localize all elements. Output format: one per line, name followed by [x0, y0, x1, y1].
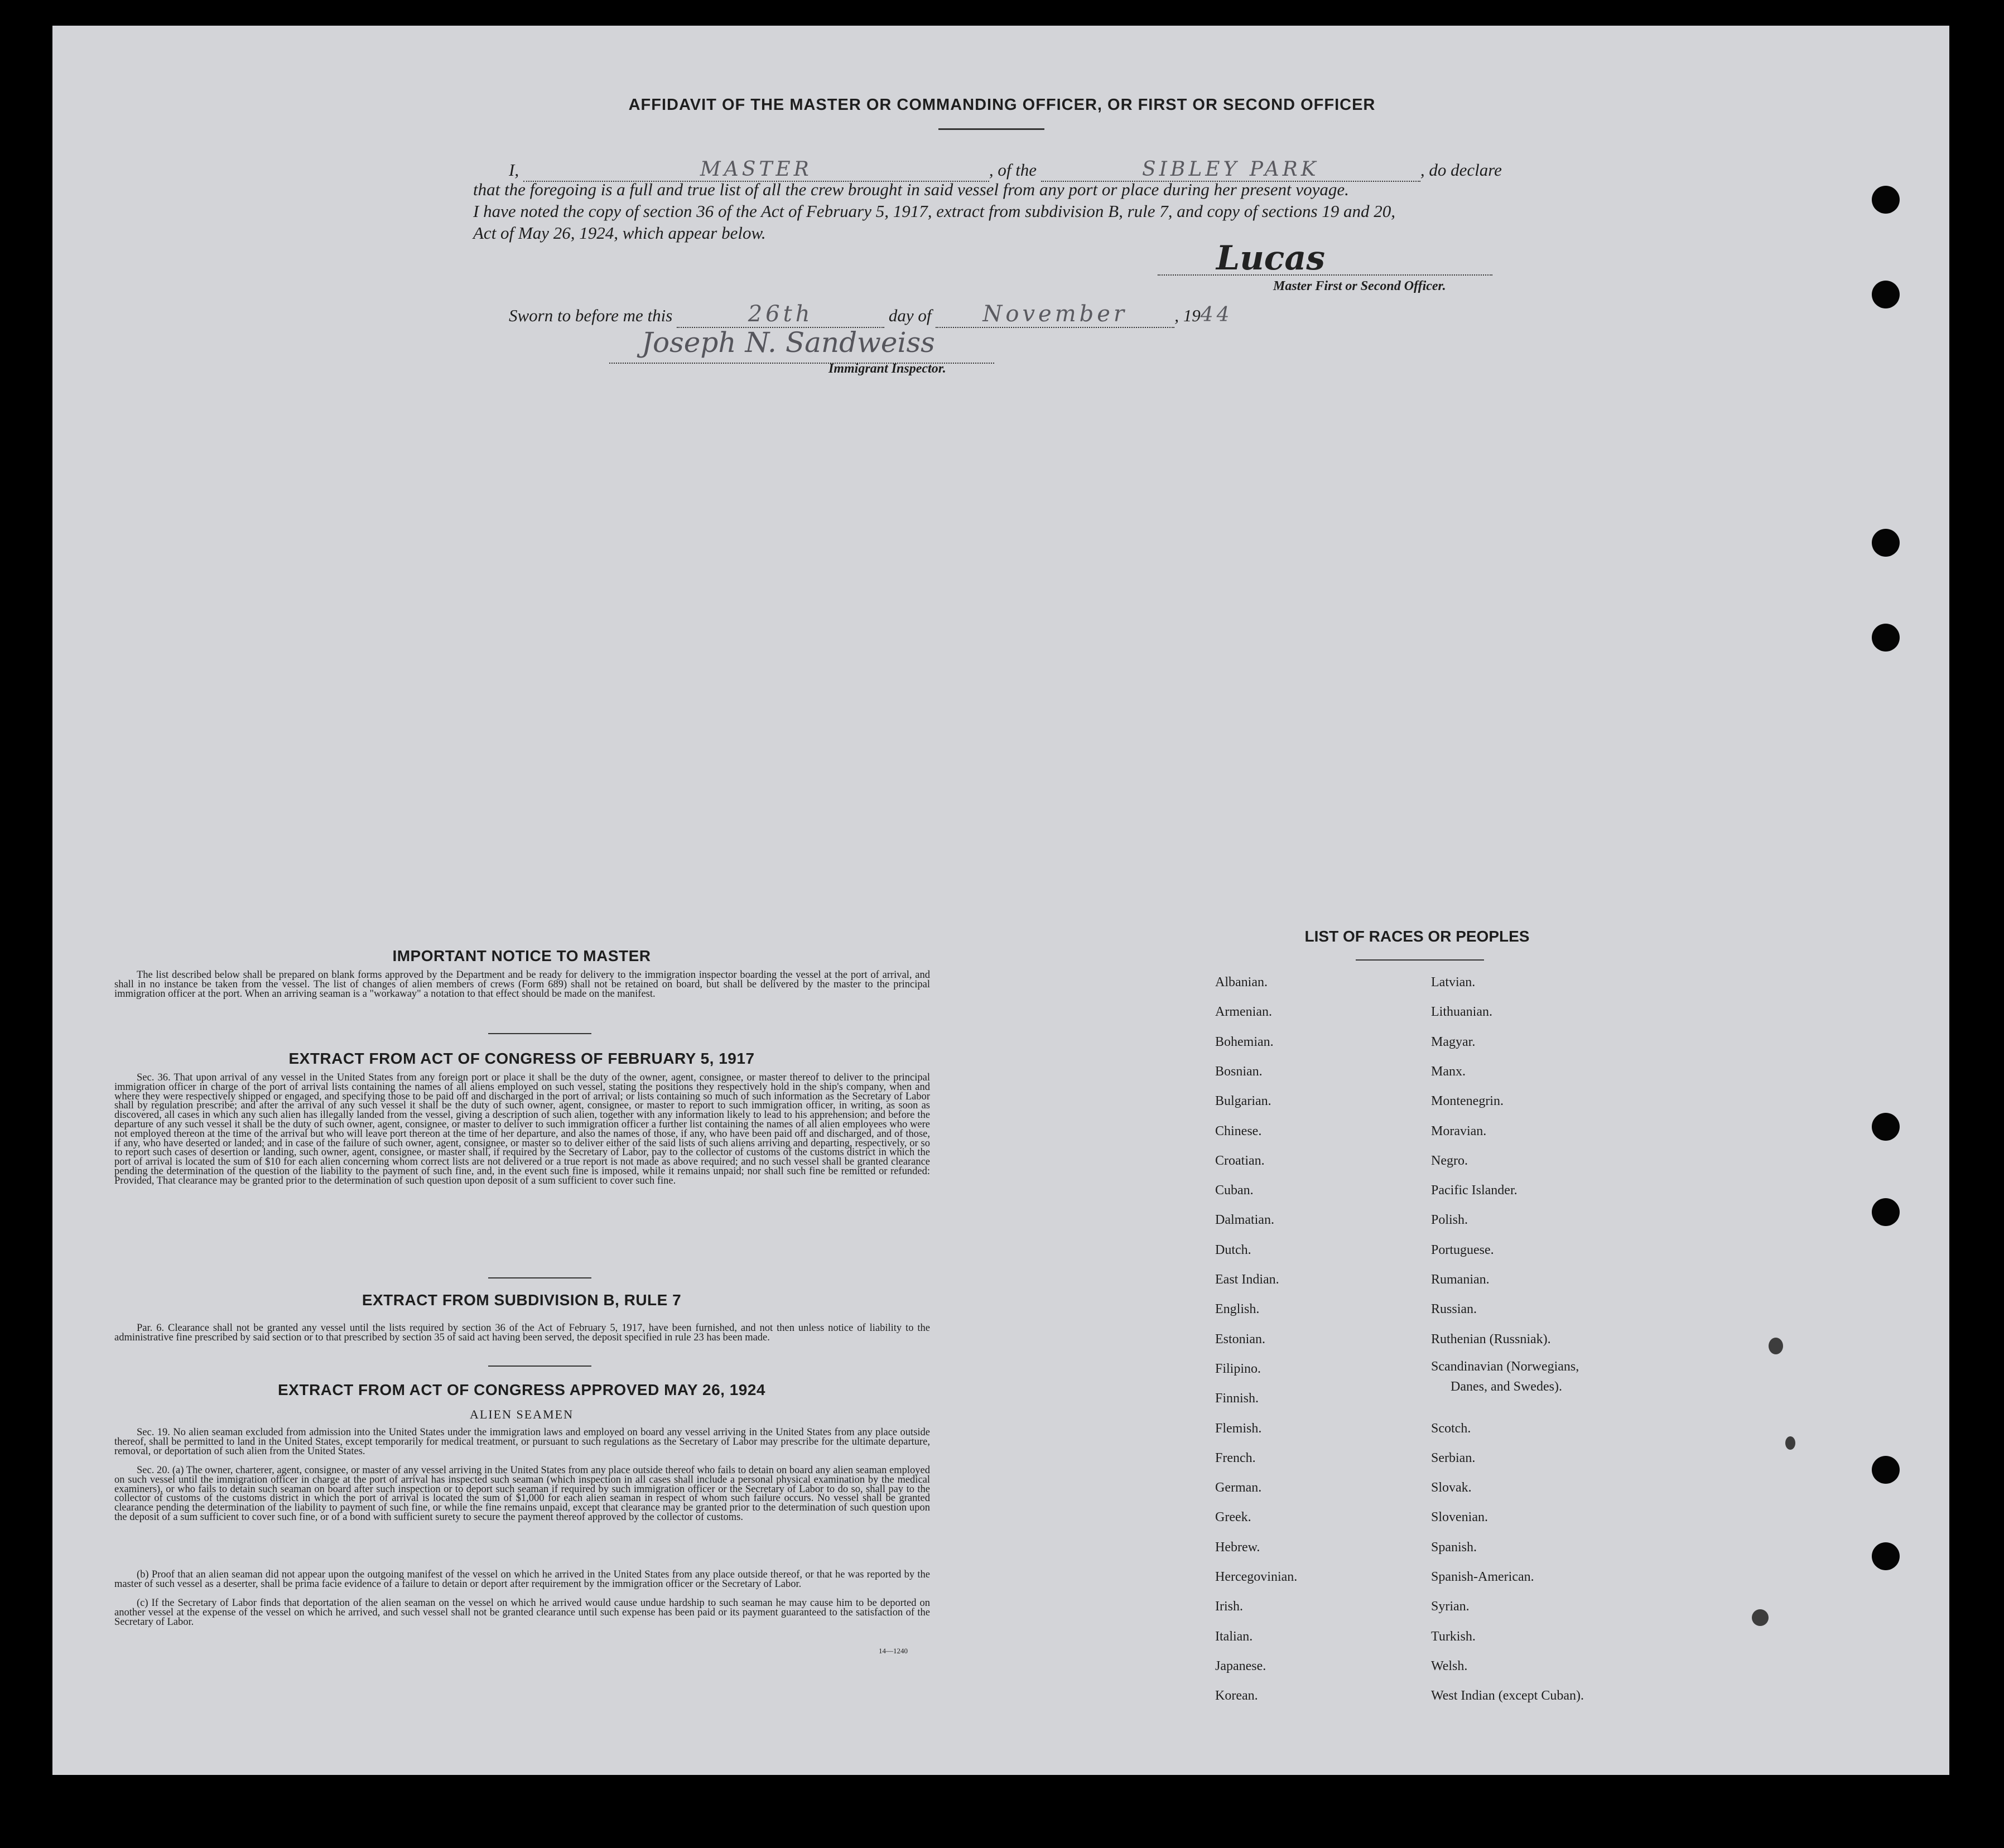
affidavit-title: AFFIDAVIT OF THE MASTER OR COMMANDING OFFICER, OR FIRST OR SECOND OFFICER [628, 96, 1376, 114]
day-of-label: day of [888, 306, 932, 325]
race-item: Rumanian. [1431, 1272, 1490, 1287]
rank-field: MASTER [523, 158, 989, 182]
affidavit-line-4: Act of May 26, 1924, which appear below. [473, 223, 766, 243]
extract-1924-subtitle: ALIEN SEAMEN [470, 1407, 574, 1421]
race-item: Serbian. [1431, 1450, 1476, 1465]
extract-1924-sec20b: (b) Proof that an alien seaman did not appear upon the outgoing manifest of the vessel on which he arrived in the United States from any place outside thereof, or that he was reported by the master of such vessel as a deserter, shall be prima facie evidence of a failure to detain or deport after requirement by the immigration officer or the Secretary of Labor. [114, 1569, 930, 1590]
race-item: Bosnian. [1215, 1064, 1263, 1079]
race-item: Chinese. [1215, 1123, 1262, 1138]
punch-hole [1872, 529, 1900, 557]
year-prefix: , 19 [1174, 306, 1201, 325]
race-item: Bohemian. [1215, 1034, 1274, 1049]
inspector-signature: Joseph N. Sandweiss [642, 326, 935, 359]
race-item: Hebrew. [1215, 1540, 1260, 1555]
race-item: Albanian. [1215, 975, 1268, 990]
race-item: Lithuanian. [1431, 1005, 1492, 1020]
race-item: Portuguese. [1431, 1242, 1494, 1257]
race-item: Moravian. [1431, 1123, 1487, 1138]
ink-stain [1769, 1338, 1783, 1354]
title-divider [938, 128, 1044, 130]
punch-hole [1872, 1113, 1900, 1141]
pronoun: I, [509, 160, 519, 180]
race-item: Italian. [1215, 1629, 1253, 1644]
vessel-field: SIBLEY PARK [1041, 158, 1420, 182]
sworn-day-field: 26th [677, 301, 884, 328]
race-item: Polish. [1431, 1213, 1468, 1228]
section-divider [488, 1366, 591, 1367]
sworn-prefix: Sworn to before me this [509, 306, 673, 325]
extract-rule7-title: EXTRACT FROM SUBDIVISION B, RULE 7 [362, 1291, 682, 1309]
race-item: West Indian (except Cuban). [1431, 1688, 1584, 1704]
notice-text: The list described below shall be prepared on blank forms approved by the Department and be ready for delivery to the immigration inspector boarding the vessel at the port of arrival, and shall in no instance be taken from the vessel. The list of changes of alien members of crews (Form 689) shall not be retained on board, but shall be delivered by the master to the principal immigration officer at the port. When an arriving seaman is a "workaway" a notation to that effect should be made on the manifest. [114, 969, 930, 1000]
race-item: Filipino. [1215, 1361, 1261, 1376]
ink-stain [1785, 1436, 1795, 1450]
section-divider [488, 1277, 591, 1278]
race-item: Estonian. [1215, 1331, 1265, 1347]
race-item: East Indian. [1215, 1272, 1279, 1287]
section-divider [488, 1033, 591, 1034]
race-item: Scotch. [1431, 1421, 1471, 1436]
race-item: Latvian. [1431, 975, 1476, 990]
extract-1924-sec20a: Sec. 20. (a) The owner, charterer, agent, consignee, or master of any vessel arriving in the United States from any place outside thereof who fails to detain on board any alien seaman employed on such vessel until the immigration officer in charge at the port of arrival has inspected such seaman (which inspection in all cases shall include a personal physical examination by the medical examiners), or who fails to detain such seaman on board after such inspection or to deport such seaman if required by such immigration officer or the Secretary of Labor to do so, shall pay to the collector of customs of the customs district in which the port of arrival is located the sum of $1,000 for each alien seaman in respect of whom such failure occurs. No vessel shall be granted clearance pending the determination of the liability to payment of such fine, or while the fine remains unpaid, except that clearance may be granted prior to the determination of such question upon the deposit of a sum sufficient to cover such fine, or of a bond with sufficient surety to secure the payment thereof approved by the collector of customs. [114, 1465, 930, 1523]
races-divider [1356, 959, 1484, 961]
sworn-line [509, 301, 1233, 328]
master-caption: Master First or Second Officer. [1273, 279, 1446, 293]
master-signature: Lucas [1216, 239, 1325, 278]
race-item: Turkish. [1431, 1629, 1476, 1644]
race-item: Armenian. [1215, 1005, 1272, 1020]
punch-hole [1872, 624, 1900, 652]
race-item: Croatian. [1215, 1153, 1265, 1168]
race-item: Greek. [1215, 1510, 1251, 1525]
race-item: Manx. [1431, 1064, 1466, 1079]
race-item: Spanish-American. [1431, 1570, 1534, 1584]
race-item: Slovak. [1431, 1480, 1472, 1495]
punch-hole [1872, 1198, 1900, 1226]
races-title: LIST OF RACES OR PEOPLES [1304, 928, 1530, 945]
race-item: German. [1215, 1480, 1262, 1495]
race-item: Syrian. [1431, 1599, 1470, 1614]
punch-hole [1872, 1542, 1900, 1570]
race-item: Flemish. [1215, 1421, 1262, 1436]
race-item: Danes, and Swedes). [1451, 1379, 1562, 1394]
race-item: Slovenian. [1431, 1510, 1488, 1525]
punch-hole [1872, 281, 1900, 308]
year-suffix: 44 [1200, 303, 1233, 326]
race-item: Montenegrin. [1431, 1094, 1504, 1109]
extract-rule7-text: Par. 6. Clearance shall not be granted any vessel until the lists required by section 36 of the Act of February 5, 1917, have been furnished, and not then unless notice of liability to the administrative fine prescribed by said section or to that prescribed by section 35 of said act having been served, the deposit specified in rule 23 has been made. [114, 1323, 930, 1343]
sworn-month-field: November [936, 301, 1174, 328]
of-the-label: , of the [989, 160, 1037, 180]
race-item: Spanish. [1431, 1540, 1477, 1555]
race-item: Dutch. [1215, 1242, 1251, 1257]
race-item: Magyar. [1431, 1034, 1476, 1049]
ink-stain [1752, 1609, 1769, 1626]
race-item: Negro. [1431, 1153, 1468, 1168]
affidavit-line-3: I have noted the copy of section 36 of the Act of February 5, 1917, extract from subdivision B, rule 7, and copy of sections 19 and 20, [473, 201, 1396, 221]
race-item: Russian. [1431, 1302, 1477, 1317]
affidavit-line-2: that the foregoing is a full and true list of all the crew brought in said vessel from any port or place during her present voyage. [473, 180, 1349, 199]
race-item: Cuban. [1215, 1183, 1254, 1198]
race-item: Irish. [1215, 1599, 1243, 1614]
notice-title: IMPORTANT NOTICE TO MASTER [392, 947, 651, 964]
race-item: Bulgarian. [1215, 1094, 1271, 1109]
race-item: Dalmatian. [1215, 1213, 1274, 1228]
extract-1924-title: EXTRACT FROM ACT OF CONGRESS APPROVED MAY 26, 1924 [278, 1381, 765, 1398]
race-item: Hercegovinian. [1215, 1570, 1298, 1584]
do-declare-label: , do declare [1420, 160, 1502, 180]
race-item: Japanese. [1215, 1658, 1266, 1673]
race-item: Ruthenian (Russniak). [1431, 1331, 1551, 1347]
extract-1924-sec20c: (c) If the Secretary of Labor finds that deportation of the alien seaman on the vessel on which he arrived would cause undue hardship to such seaman he may cause him to be deported on another vessel at the expense of the vessel on which he arrived, and such vessel shall not be granted clearance until such expense has been paid or its payment guaranteed to the satisfaction of the Secretary of Labor. [114, 1598, 930, 1628]
race-item: English. [1215, 1302, 1260, 1317]
race-item: Pacific Islander. [1431, 1183, 1518, 1198]
extract-1917-title: EXTRACT FROM ACT OF CONGRESS OF FEBRUARY 5, 1917 [288, 1050, 755, 1067]
punch-hole [1872, 1456, 1900, 1484]
race-item: Scandinavian (Norwegians, [1431, 1359, 1579, 1374]
race-item: Korean. [1215, 1688, 1258, 1704]
race-item: Welsh. [1431, 1658, 1468, 1673]
punch-hole [1872, 186, 1900, 214]
race-item: French. [1215, 1450, 1256, 1465]
master-signature-line [1158, 274, 1492, 276]
affidavit-line-1 [509, 158, 1502, 182]
form-code: 14—1240 [879, 1647, 908, 1655]
extract-1924-sec19: Sec. 19. No alien seaman excluded from admission into the United States under the immigration laws and employed on board any vessel arriving in the United States from any place outside thereof, shall be permitted to land in the United States, except temporarily for medical treatment, or pursuant to such regulations as the Secretary of Labor may prescribe for the ultimate departure, removal, or deportation of such alien from the United States. [114, 1427, 930, 1457]
race-item: Finnish. [1215, 1391, 1259, 1406]
extract-1917-text: Sec. 36. That upon arrival of any vessel in the United States from any foreign port or place it shall be the duty of the owner, agent, consignee, or master thereof to deliver to the principal immigration officer in charge of the port of arrival lists containing the names of all aliens employed on such vessel, stating the positions they respectively hold in the ship's company, when and where they were respectively shipped or engaged, and specifying those to be paid off and discharged in the port of arrival; or lists containing so much of such information as the Secretary of Labor shall by regulation prescribe; and after the arrival of any such vessel it shall be the duty of such owner, agent, consignee, or master to report to such immigration officer, in writing, as soon as discovered, all cases in which any such alien has illegally landed from the vessel, giving a description of such alien, together with any information likely to lead to his apprehension; and before the departure of any such vessel it shall be the duty of such owner, agent, consignee, or master to deliver to such immigration officer a further list containing the names of all alien employees who were not employed thereon at the time of the arrival but who will leave port thereon at the time of her departure, and also the names of those, if any, who have been paid off and discharged, and of those, if any, who have deserted or landed; and in case of the failure of such owner, agent, consignee, or master so to deliver either of the said lists of such aliens arriving and departing, respectively, or so to report such cases of desertion or landing, such owner, agent, consignee, or master shall, if required by the Secretary of Labor, pay to the collector of customs of the customs district in which the port of arrival is located the sum of $10 for each alien concerning whom correct lists are not delivered or a true report is not made as above required; and no such vessel shall be granted clearance pending the determination of the question of the liability to the payment of such fine, and, in the event such fine is imposed, while it remains unpaid; nor shall such fine be remitted or refunded: Provided, That clearance may be granted prior to the determination of such question upon deposit of a sum sufficient to cover such fine. [114, 1072, 930, 1186]
inspector-caption: Immigrant Inspector. [828, 361, 946, 376]
